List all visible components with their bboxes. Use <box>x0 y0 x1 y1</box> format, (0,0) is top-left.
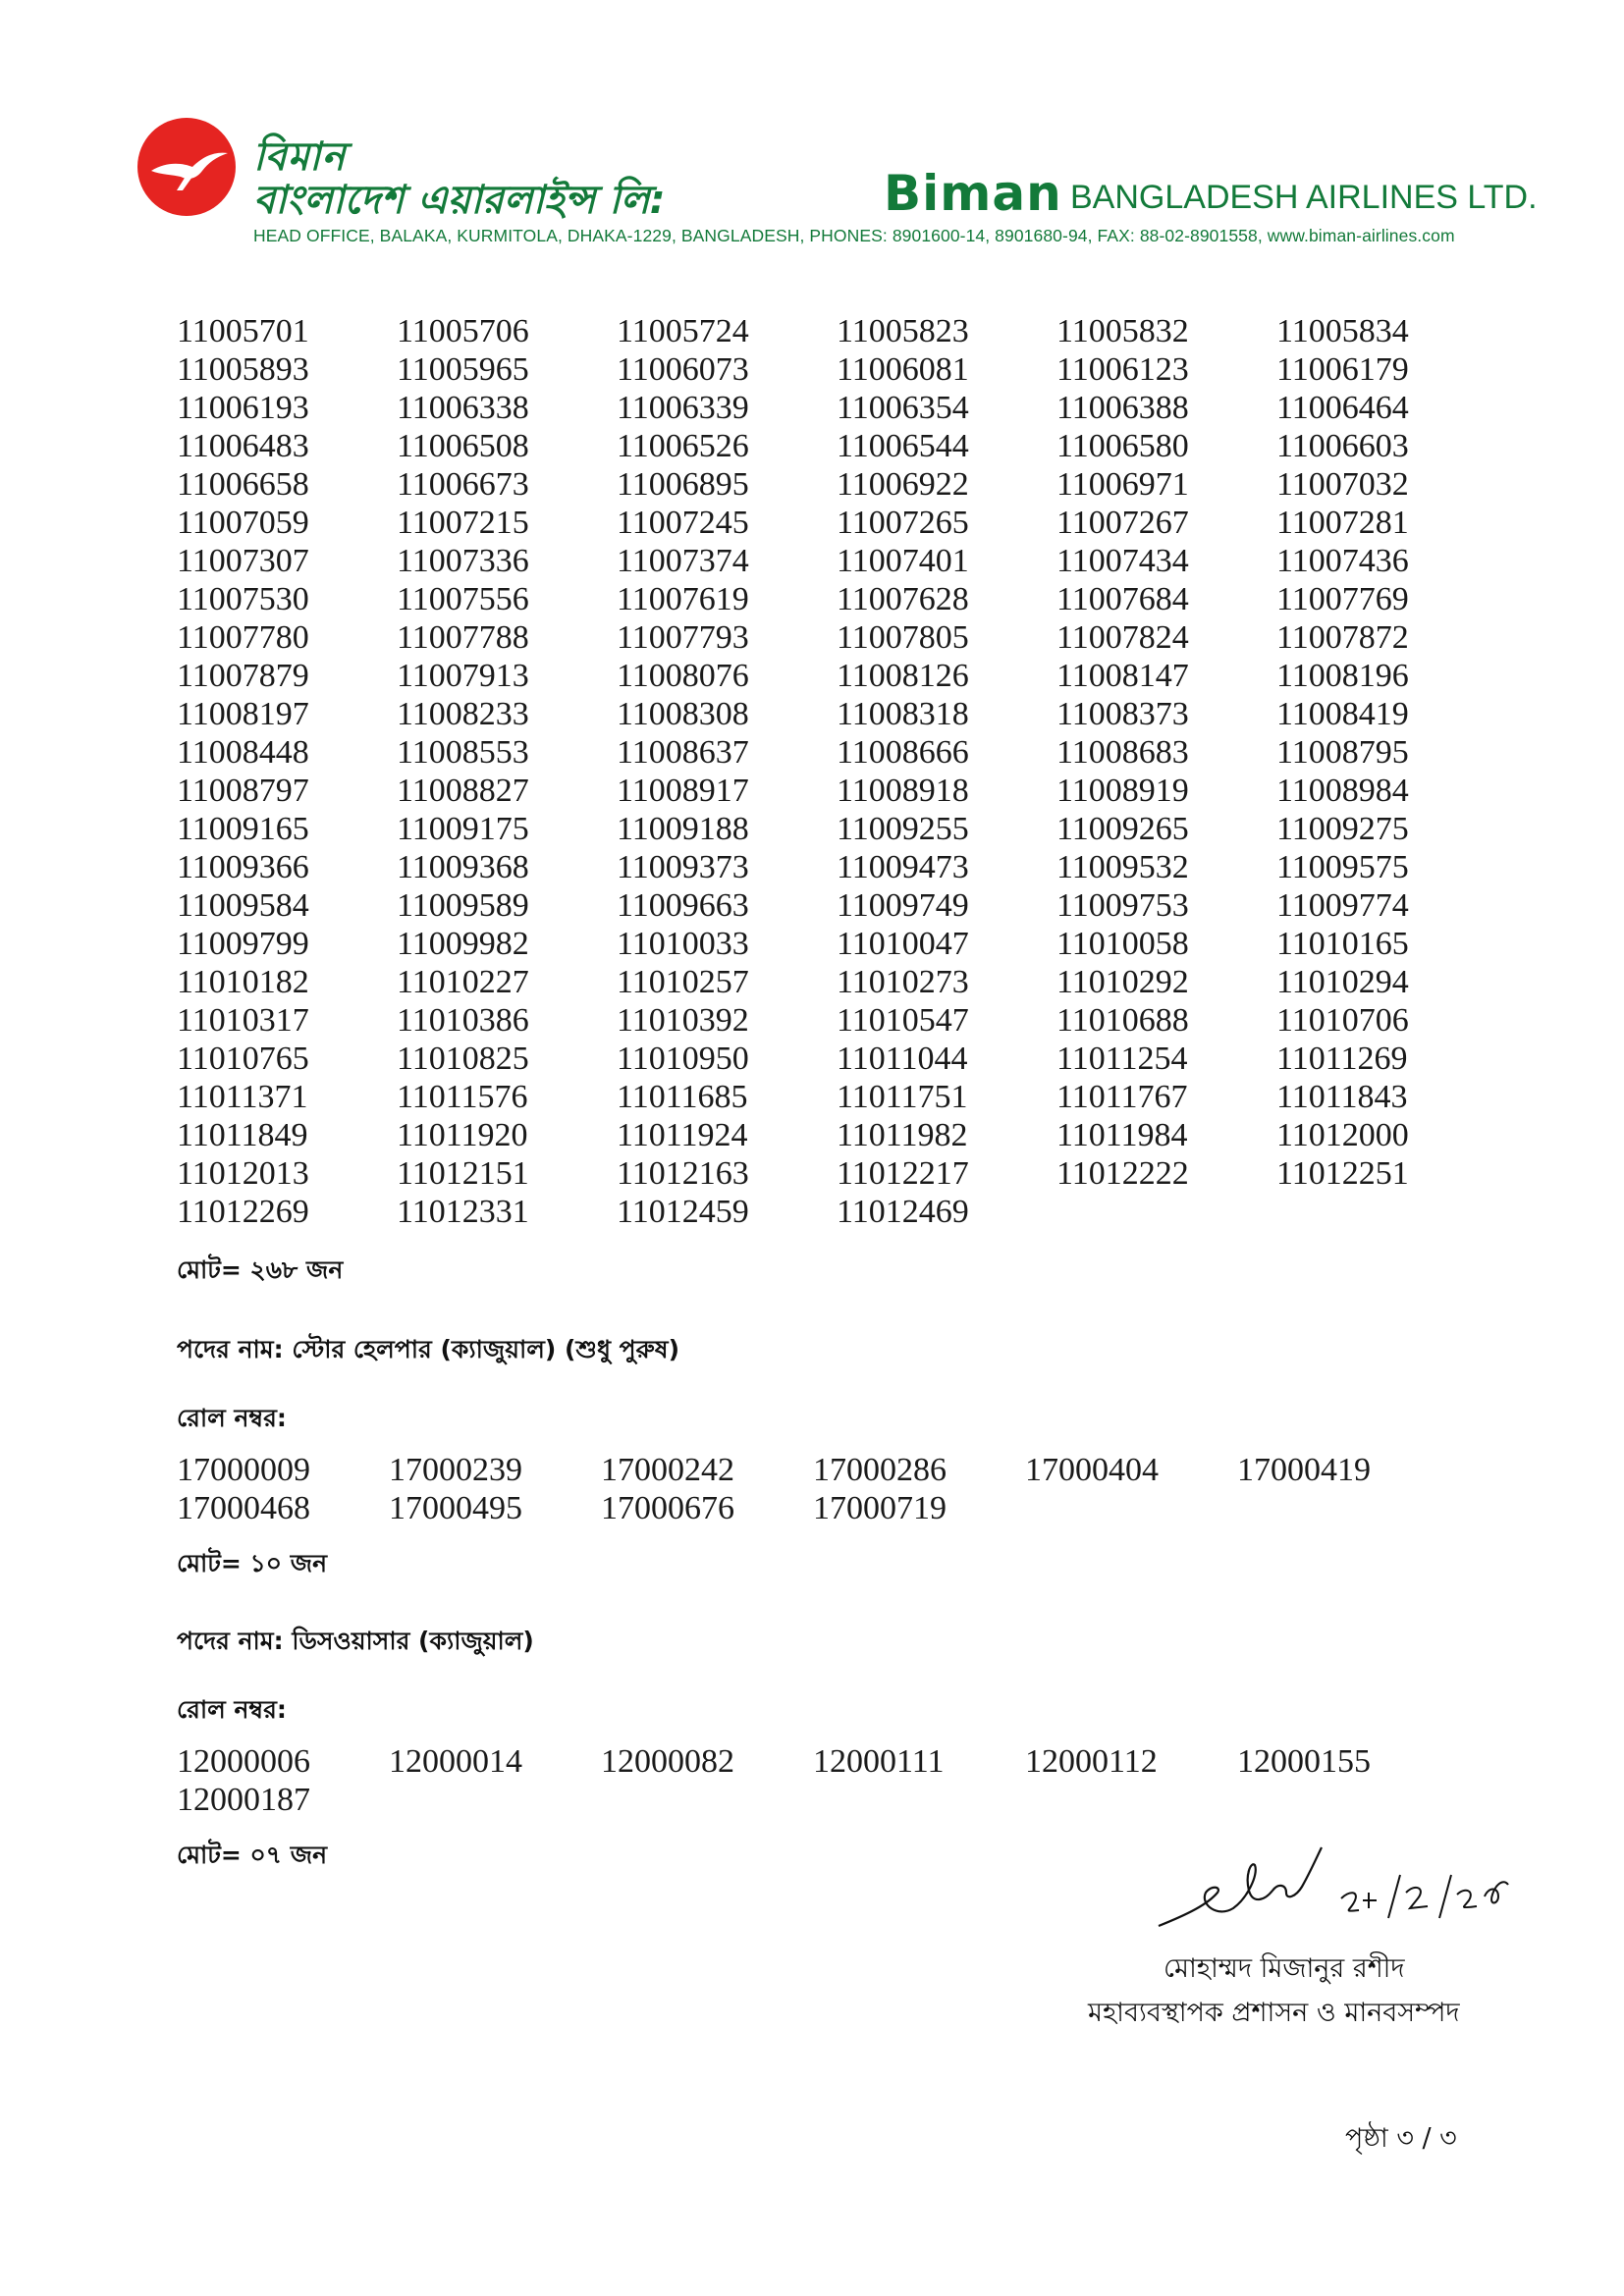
roll-number: 11010273 <box>837 964 969 1000</box>
roll-number-table-a <box>177 312 1424 1231</box>
roll-number: 11006193 <box>177 390 309 426</box>
roll-number: 11012269 <box>177 1194 309 1230</box>
roll-number: 11005834 <box>1276 313 1409 349</box>
roll-number: 11005832 <box>1056 313 1189 349</box>
roll-number: 17000242 <box>601 1452 734 1488</box>
roll-number: 11009188 <box>617 811 749 847</box>
roll-number: 11009575 <box>1276 849 1409 885</box>
roll-number-table-b <box>177 1451 1384 1527</box>
roll-number: 11010257 <box>617 964 749 1000</box>
roll-number: 11008318 <box>837 696 969 732</box>
roll-number: 11006354 <box>837 390 969 426</box>
roll-number: 11010033 <box>617 926 749 962</box>
roll-number: 17000009 <box>177 1452 310 1488</box>
roll-number-table-c <box>177 1742 1384 1819</box>
roll-number: 11006895 <box>617 466 749 503</box>
roll-number: 11006464 <box>1276 390 1409 426</box>
roll-number: 12000014 <box>389 1743 522 1780</box>
roll-number: 11009373 <box>617 849 749 885</box>
roll-number: 11008797 <box>177 773 309 809</box>
roll-number: 11007434 <box>1056 543 1189 579</box>
roll-number: 11009368 <box>397 849 529 885</box>
roll-number: 11011269 <box>1276 1041 1408 1077</box>
roll-number: 11012151 <box>397 1155 529 1192</box>
roll-number: 11007556 <box>397 581 529 617</box>
total-count-a: মোট= ২৬৮ জন <box>177 1255 344 1284</box>
roll-number: 11010047 <box>837 926 969 962</box>
roll-number: 11010706 <box>1276 1002 1409 1039</box>
roll-number: 11007530 <box>177 581 309 617</box>
handwritten-signature <box>1149 1836 1581 1949</box>
roll-number: 11012000 <box>1276 1117 1409 1153</box>
roll-number: 11010950 <box>617 1041 749 1077</box>
roll-number: 11006338 <box>397 390 529 426</box>
signatory-designation: মহাব্যবস্থাপক প্রশাসন ও মানবসম্পদ <box>1088 1998 1460 2028</box>
roll-number: 11010294 <box>1276 964 1409 1000</box>
company-brand-english: Biman <box>884 165 1062 222</box>
roll-number: 11009175 <box>397 811 529 847</box>
roll-number: 11006526 <box>617 428 749 464</box>
roll-number: 17000404 <box>1025 1452 1159 1488</box>
roll-number: 11007793 <box>617 619 749 656</box>
total-count-b: মোট= ১০ জন <box>177 1549 328 1577</box>
roll-number: 11007215 <box>397 505 529 541</box>
roll-number: 11007281 <box>1276 505 1409 541</box>
roll-number: 11008233 <box>397 696 529 732</box>
letterhead <box>137 108 1538 255</box>
roll-number: 17000676 <box>601 1490 734 1526</box>
roll-number: 11009275 <box>1276 811 1409 847</box>
roll-number: 11005893 <box>177 351 309 388</box>
company-name-bangla-line1: বিমান <box>253 134 347 180</box>
roll-number: 11009589 <box>397 887 529 924</box>
roll-number: 11008196 <box>1276 658 1409 694</box>
roll-number: 11007436 <box>1276 543 1409 579</box>
roll-number: 11007374 <box>617 543 749 579</box>
roll-number: 11008419 <box>1276 696 1409 732</box>
roll-number: 11010317 <box>177 1002 309 1039</box>
roll-number: 11010292 <box>1056 964 1189 1000</box>
roll-number: 11010058 <box>1056 926 1189 962</box>
roll-number: 11010392 <box>617 1002 749 1039</box>
roll-number: 11008448 <box>177 734 309 771</box>
roll-number: 11008917 <box>617 773 749 809</box>
roll-number: 11010165 <box>1276 926 1409 962</box>
roll-number: 11007805 <box>837 619 969 656</box>
roll-number: 11009982 <box>397 926 529 962</box>
roll-number: 11012331 <box>397 1194 529 1230</box>
roll-number: 11007032 <box>1276 466 1409 503</box>
roll-number: 11008126 <box>837 658 969 694</box>
roll-number: 11010547 <box>837 1002 969 1039</box>
roll-number: 11006508 <box>397 428 529 464</box>
roll-number: 17000719 <box>813 1490 947 1526</box>
roll-number: 11006971 <box>1056 466 1189 503</box>
roll-number: 17000495 <box>389 1490 522 1526</box>
roll-number: 11006922 <box>837 466 969 503</box>
roll-number: 11009165 <box>177 811 309 847</box>
roll-number: 11008637 <box>617 734 749 771</box>
roll-number: 11007619 <box>617 581 749 617</box>
roll-number: 11011576 <box>397 1079 528 1115</box>
roll-number: 11007265 <box>837 505 969 541</box>
roll-number: 11010688 <box>1056 1002 1189 1039</box>
roll-number: 11007336 <box>397 543 529 579</box>
roll-number: 11007824 <box>1056 619 1189 656</box>
roll-number: 11011254 <box>1056 1041 1188 1077</box>
roll-number: 11012459 <box>617 1194 749 1230</box>
roll-number-heading-b: রোল নম্বর: <box>177 1404 287 1432</box>
roll-number: 12000112 <box>1025 1743 1158 1780</box>
roll-number: 11008076 <box>617 658 749 694</box>
roll-number: 11005724 <box>617 313 749 349</box>
roll-number: 11008984 <box>1276 773 1409 809</box>
roll-number: 11008683 <box>1056 734 1189 771</box>
roll-number: 11011767 <box>1056 1079 1188 1115</box>
roll-number: 11005823 <box>837 313 969 349</box>
roll-number: 11011044 <box>837 1041 968 1077</box>
roll-number: 11008147 <box>1056 658 1189 694</box>
roll-number: 17000468 <box>177 1490 310 1526</box>
roll-number: 11011849 <box>177 1117 308 1153</box>
roll-number: 11007788 <box>397 619 529 656</box>
biman-stork-logo-icon <box>137 118 236 216</box>
roll-number: 11009799 <box>177 926 309 962</box>
roll-number: 11011371 <box>177 1079 308 1115</box>
roll-number: 17000286 <box>813 1452 947 1488</box>
roll-number: 11007879 <box>177 658 309 694</box>
roll-number: 11007245 <box>617 505 749 541</box>
roll-number: 11008197 <box>177 696 309 732</box>
roll-number: 11010765 <box>177 1041 309 1077</box>
roll-number: 12000082 <box>601 1743 734 1780</box>
roll-number: 12000006 <box>177 1743 310 1780</box>
roll-number: 11008795 <box>1276 734 1409 771</box>
signatory-name: মোহাম্মদ মিজানুর রশীদ <box>1164 1953 1405 1984</box>
roll-number: 11006388 <box>1056 390 1189 426</box>
roll-number: 11007401 <box>837 543 969 579</box>
roll-number: 11005701 <box>177 313 309 349</box>
roll-number: 11006580 <box>1056 428 1189 464</box>
roll-number: 11007267 <box>1056 505 1189 541</box>
roll-number: 11005706 <box>397 313 529 349</box>
roll-number: 11012251 <box>1276 1155 1409 1192</box>
roll-number: 11007628 <box>837 581 969 617</box>
roll-number: 11009265 <box>1056 811 1189 847</box>
roll-number: 12000155 <box>1237 1743 1371 1780</box>
roll-number: 11007872 <box>1276 619 1409 656</box>
roll-number: 11009532 <box>1056 849 1189 885</box>
roll-number: 11011924 <box>617 1117 748 1153</box>
roll-number: 11012163 <box>617 1155 749 1192</box>
roll-number: 11008666 <box>837 734 969 771</box>
roll-number: 17000239 <box>389 1452 522 1488</box>
roll-number: 11007684 <box>1056 581 1189 617</box>
roll-number: 11007913 <box>397 658 529 694</box>
company-name-english: BANGLADESH AIRLINES LTD. <box>1070 179 1538 216</box>
roll-number: 11006673 <box>397 466 529 503</box>
roll-number: 11006483 <box>177 428 309 464</box>
roll-number: 11007307 <box>177 543 309 579</box>
roll-number: 11009774 <box>1276 887 1409 924</box>
roll-number-heading-c: রোল নম্বর: <box>177 1695 287 1724</box>
roll-number: 11010825 <box>397 1041 529 1077</box>
roll-number: 11006339 <box>617 390 749 426</box>
roll-number: 11010182 <box>177 964 309 1000</box>
roll-number: 11011751 <box>837 1079 968 1115</box>
roll-number: 11011843 <box>1276 1079 1408 1115</box>
roll-number: 11008919 <box>1056 773 1189 809</box>
roll-number: 11006658 <box>177 466 309 503</box>
roll-number: 11006081 <box>837 351 969 388</box>
roll-number: 11008827 <box>397 773 529 809</box>
roll-number: 11011920 <box>397 1117 528 1153</box>
roll-number: 11009255 <box>837 811 969 847</box>
post-title-dishwasher: পদের নাম: ডিসওয়াসার (ক্যাজুয়াল) <box>177 1627 534 1655</box>
head-office-address: HEAD OFFICE, BALAKA, KURMITOLA, DHAKA-1229, BANGLADESH, PHONES: 8901600-14, 8901680-94, FAX: 88-02-8901558, www.biman-airlines.com <box>253 226 1455 245</box>
roll-number: 11008373 <box>1056 696 1189 732</box>
roll-number: 12000111 <box>813 1743 945 1780</box>
roll-number: 11010386 <box>397 1002 529 1039</box>
roll-number: 11007769 <box>1276 581 1409 617</box>
roll-number: 11008918 <box>837 773 969 809</box>
roll-number: 11011984 <box>1056 1117 1188 1153</box>
roll-number: 11007780 <box>177 619 309 656</box>
roll-number: 11006179 <box>1276 351 1409 388</box>
post-title-store-helper: পদের নাম: স্টোর হেলপার (ক্যাজুয়াল) (শুধু পুরুষ) <box>177 1335 680 1363</box>
roll-number: 11009366 <box>177 849 309 885</box>
roll-number: 11009663 <box>617 887 749 924</box>
roll-number: 12000187 <box>177 1782 310 1818</box>
roll-number: 11006123 <box>1056 351 1189 388</box>
roll-number: 11011982 <box>837 1117 968 1153</box>
roll-number: 11009753 <box>1056 887 1189 924</box>
roll-number: 11009749 <box>837 887 969 924</box>
roll-number: 11006544 <box>837 428 969 464</box>
roll-number: 11012013 <box>177 1155 309 1192</box>
page-number: পৃষ্ঠা ৩ / ৩ <box>1345 2123 1457 2154</box>
roll-number: 11010227 <box>397 964 529 1000</box>
roll-number: 11009584 <box>177 887 309 924</box>
roll-number: 17000419 <box>1237 1452 1371 1488</box>
roll-number: 11005965 <box>397 351 529 388</box>
roll-number: 11008308 <box>617 696 749 732</box>
roll-number: 11008553 <box>397 734 529 771</box>
roll-number: 11006073 <box>617 351 749 388</box>
roll-number: 11012217 <box>837 1155 969 1192</box>
roll-number: 11012222 <box>1056 1155 1189 1192</box>
roll-number: 11007059 <box>177 505 309 541</box>
company-name-bangla-line2: বাংলাদেশ এয়ারলাইন্স লি: <box>253 178 666 223</box>
roll-number: 11009473 <box>837 849 969 885</box>
total-count-c: মোট= ০৭ জন <box>177 1841 328 1869</box>
roll-number: 11006603 <box>1276 428 1409 464</box>
roll-number: 11012469 <box>837 1194 969 1230</box>
roll-number: 11011685 <box>617 1079 748 1115</box>
